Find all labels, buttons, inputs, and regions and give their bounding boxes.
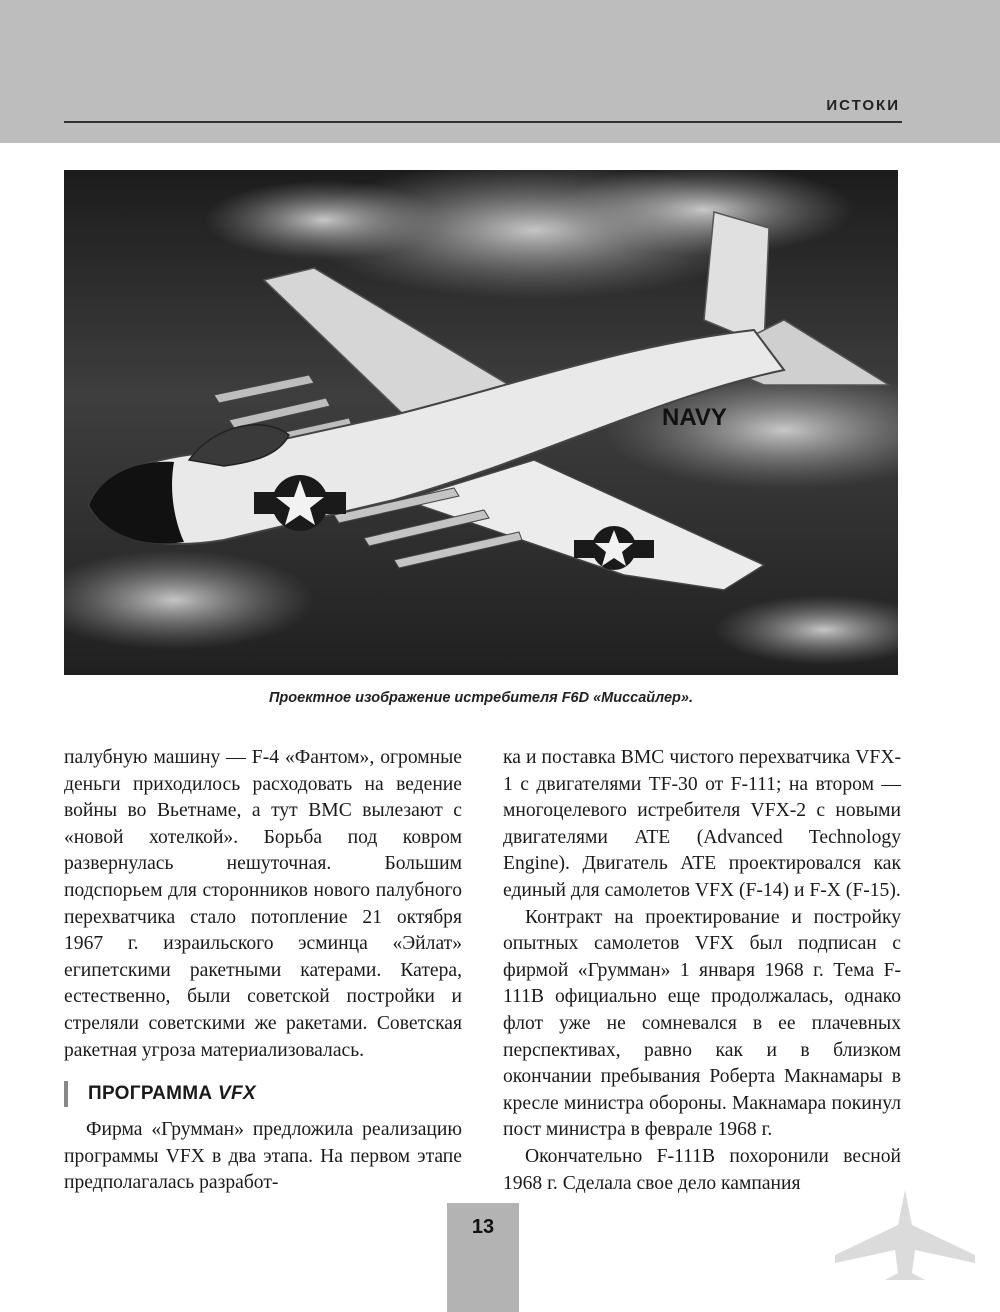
left-paragraph: Фирма «Грумман» предложила реализацию программы VFX в два этапа. На первом этапе предполагалась разработ-: [64, 1119, 462, 1194]
aircraft-photo: [64, 170, 898, 675]
left-paragraph: палубную машину — F-4 «Фантом», огромные деньги приходилось расходовать на ведение войны во Вьетнаме, а тут ВМС вылезают с «новой хотелкой». Борьба под ковром развернулась нешуточная. Большим подспорьем для сторонников нового палубного перехватчика стало потопление 21 октября 1967 г. израильского эсминца «Эйлат» египетскими ракетными катерами. Катера, естественно, были советской постройки и стреляли советскими же ракетами. Советская ракетная угроза материализовалась.: [64, 747, 462, 1061]
aircraft-illustration: [64, 170, 898, 675]
corner-jet-watermark: [830, 1185, 980, 1285]
header-rule: [64, 121, 902, 123]
section-heading: [64, 1081, 462, 1107]
right-paragraph: Контракт на проектирование и постройку опытных самолетов VFX был подписан с фирмой «Грумман» 1 января 1968 г. Тема F-111B официально еще продолжалась, однако флот уже не сомневался в ее плачевных перспективах, равно как и в близком окончании пребывания Роберта Макнамары в кресле министра обороны. Макнамара покинул пост министра в феврале 1968 г.: [503, 906, 901, 1141]
figure-caption: Проектное изображение истребителя F6D «Миссайлер».: [268, 690, 694, 706]
heading-prefix: ПРОГРАММА: [88, 1083, 219, 1105]
right-paragraph: Окончательно F-111B похоронили весной 1968 г. Сделала свое дело кампания: [503, 1145, 901, 1194]
heading-emphasis: VFX: [218, 1083, 256, 1105]
right-paragraph: ка и поставка ВМС чистого перехватчика VFX-1 с двигателями TF-30 от F-111; на втором — многоцелевого истребителя VFX-2 с новыми двигателями ATE (Advanced Technology Engine). Двигатель ATE проектировался как единый для самолетов VFX (F-14) и F-X (F-15).: [503, 747, 901, 901]
page-number: 13: [471, 1216, 495, 1238]
fuselage-marking: NAVY: [662, 404, 727, 431]
left-column: [64, 745, 462, 1197]
section-label: ИСТОКИ: [826, 97, 900, 114]
right-column: [503, 745, 901, 1197]
